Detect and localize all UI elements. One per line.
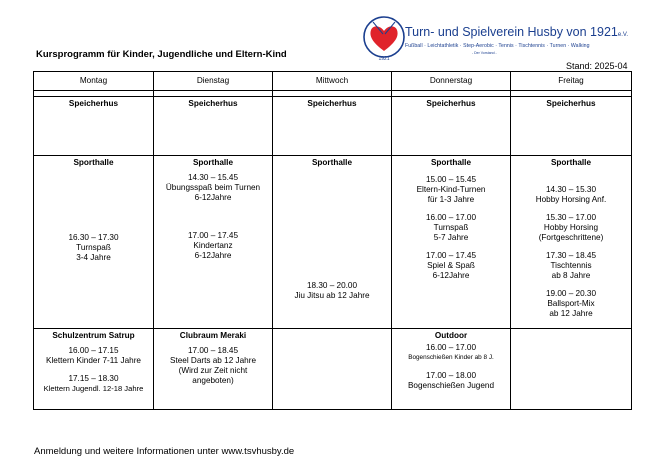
course-time: 17.00 – 17.45 bbox=[425, 251, 477, 260]
course-age: 6-12Jahre bbox=[432, 271, 470, 280]
logo-year: 1921 bbox=[378, 56, 390, 62]
location-label: Speicherhus bbox=[426, 99, 476, 108]
course-time: 17.15 – 18.30 bbox=[68, 374, 119, 383]
club-tagline: - Der Vorstand - bbox=[472, 51, 497, 55]
schedule-table bbox=[33, 71, 632, 410]
header-dienstag: Dienstag bbox=[154, 72, 273, 91]
course-name: Bogenschießen Kinder ab 8 J. bbox=[408, 354, 494, 361]
cell-montag-sporthalle bbox=[34, 156, 154, 329]
course-time: 16.30 – 17.30 bbox=[68, 233, 119, 242]
course-note: (Wird zur Zeit nicht bbox=[178, 366, 248, 375]
course-time: 17.00 – 17.45 bbox=[187, 231, 239, 240]
course-age: 3-4 Jahre bbox=[76, 253, 111, 262]
cell-mittwoch-speicherhus bbox=[273, 97, 392, 156]
course-name: Jiu Jitsu ab 12 Jahre bbox=[294, 291, 370, 300]
cell-freitag-other bbox=[511, 329, 632, 410]
course-time: 15.00 – 15.45 bbox=[425, 175, 477, 184]
course-time: 17.30 – 18.45 bbox=[545, 251, 597, 260]
course-age: für 1-3 Jahre bbox=[427, 195, 475, 204]
course-name: Ballsport-Mix bbox=[547, 299, 595, 308]
course-age: 6-12Jahre bbox=[194, 193, 232, 202]
cell-mittwoch-sporthalle bbox=[273, 156, 392, 329]
course-name: Tischtennis bbox=[550, 261, 592, 270]
location-label: Clubraum Meraki bbox=[179, 331, 247, 340]
course-time: 14.30 – 15.45 bbox=[187, 173, 239, 182]
sporthalle-row bbox=[34, 156, 632, 329]
location-label: Speicherhus bbox=[188, 99, 238, 108]
club-name bbox=[405, 25, 628, 39]
club-logo bbox=[362, 15, 406, 63]
cell-dienstag-other bbox=[154, 329, 273, 410]
page-title: Kursprogramm für Kinder, Jugendliche und Eltern-Kind bbox=[36, 49, 287, 60]
course-age: ab 12 Jahre bbox=[549, 309, 593, 318]
course-time: 16.00 – 17.00 bbox=[425, 343, 477, 352]
course-name: Kindertanz bbox=[193, 241, 233, 250]
course-name: Spiel & Spaß bbox=[427, 261, 475, 270]
cell-dienstag-speicherhus bbox=[154, 97, 273, 156]
course-name: Turnspaß bbox=[76, 243, 111, 252]
location-label: Speicherhus bbox=[546, 99, 596, 108]
location-label: Sporthalle bbox=[311, 158, 353, 167]
header-row bbox=[34, 72, 632, 91]
footer-info: Anmeldung und weitere Informationen unter www.tsvhusby.de bbox=[34, 446, 295, 457]
location-label: Schulzentrum Satrup bbox=[52, 331, 135, 340]
course-name: Hobby Horsing bbox=[543, 223, 599, 232]
other-locations-row bbox=[34, 329, 632, 410]
header-montag: Montag bbox=[34, 72, 154, 91]
course-note: angeboten) bbox=[192, 376, 234, 385]
course-time: 19.00 – 20.30 bbox=[545, 289, 597, 298]
location-label: Speicherhus bbox=[68, 99, 119, 108]
cell-mittwoch-other bbox=[273, 329, 392, 410]
course-time: 17.00 – 18.45 bbox=[187, 346, 239, 355]
course-name: Übungsspaß beim Turnen bbox=[165, 183, 261, 192]
cell-montag-other bbox=[34, 329, 154, 410]
course-age: 5-7 Jahre bbox=[433, 233, 469, 242]
header-donnerstag: Donnerstag bbox=[392, 72, 511, 91]
course-name: Hobby Horsing Anf. bbox=[535, 195, 607, 204]
course-name: Klettern Jugendl. 12-18 Jahre bbox=[43, 384, 144, 393]
course-time: 14.30 – 15.30 bbox=[545, 185, 597, 194]
header-mittwoch: Mittwoch bbox=[273, 72, 392, 91]
cell-montag-speicherhus bbox=[34, 97, 154, 156]
course-name: Bogenschießen Jugend bbox=[407, 381, 495, 390]
course-note: (Fortgeschrittene) bbox=[538, 233, 604, 242]
course-time: 16.00 – 17.00 bbox=[425, 213, 477, 222]
club-suffix: e.V. bbox=[617, 32, 628, 38]
header-freitag: Freitag bbox=[511, 72, 632, 91]
location-label: Speicherhus bbox=[307, 99, 357, 108]
course-time: 17.00 – 18.00 bbox=[425, 371, 477, 380]
cell-donnerstag-speicherhus bbox=[392, 97, 511, 156]
stand-date: Stand: 2025-04 bbox=[566, 61, 628, 71]
cell-donnerstag-other bbox=[392, 329, 511, 410]
cell-donnerstag-sporthalle bbox=[392, 156, 511, 329]
course-age: 6-12Jahre bbox=[194, 251, 232, 260]
location-label: Sporthalle bbox=[430, 158, 472, 167]
cell-dienstag-sporthalle bbox=[154, 156, 273, 329]
club-name-text: Turn- und Spielverein Husby von 1921 bbox=[405, 25, 618, 39]
course-name: Turnspaß bbox=[433, 223, 469, 232]
course-time: 16.00 – 17.15 bbox=[68, 346, 119, 355]
cell-freitag-sporthalle bbox=[511, 156, 632, 329]
course-name: Steel Darts ab 12 Jahre bbox=[169, 356, 257, 365]
location-label: Sporthalle bbox=[73, 158, 114, 167]
location-label: Sporthalle bbox=[192, 158, 234, 167]
location-label: Outdoor bbox=[434, 331, 468, 340]
speicherhus-row bbox=[34, 97, 632, 156]
course-time: 15.30 – 17.00 bbox=[545, 213, 597, 222]
course-age: ab 8 Jahre bbox=[551, 271, 591, 280]
location-label: Sporthalle bbox=[550, 158, 592, 167]
course-name: Eltern-Kind-Turnen bbox=[416, 185, 486, 194]
course-name: Klettern Kinder 7-11 Jahre bbox=[46, 356, 141, 365]
course-time: 18.30 – 20.00 bbox=[306, 281, 358, 290]
cell-freitag-speicherhus bbox=[511, 97, 632, 156]
club-subtitle: Fußball · Leichtathletik · Step-Aerobic · Tennis · Tischtennis · Turnen · Walking bbox=[405, 43, 590, 49]
